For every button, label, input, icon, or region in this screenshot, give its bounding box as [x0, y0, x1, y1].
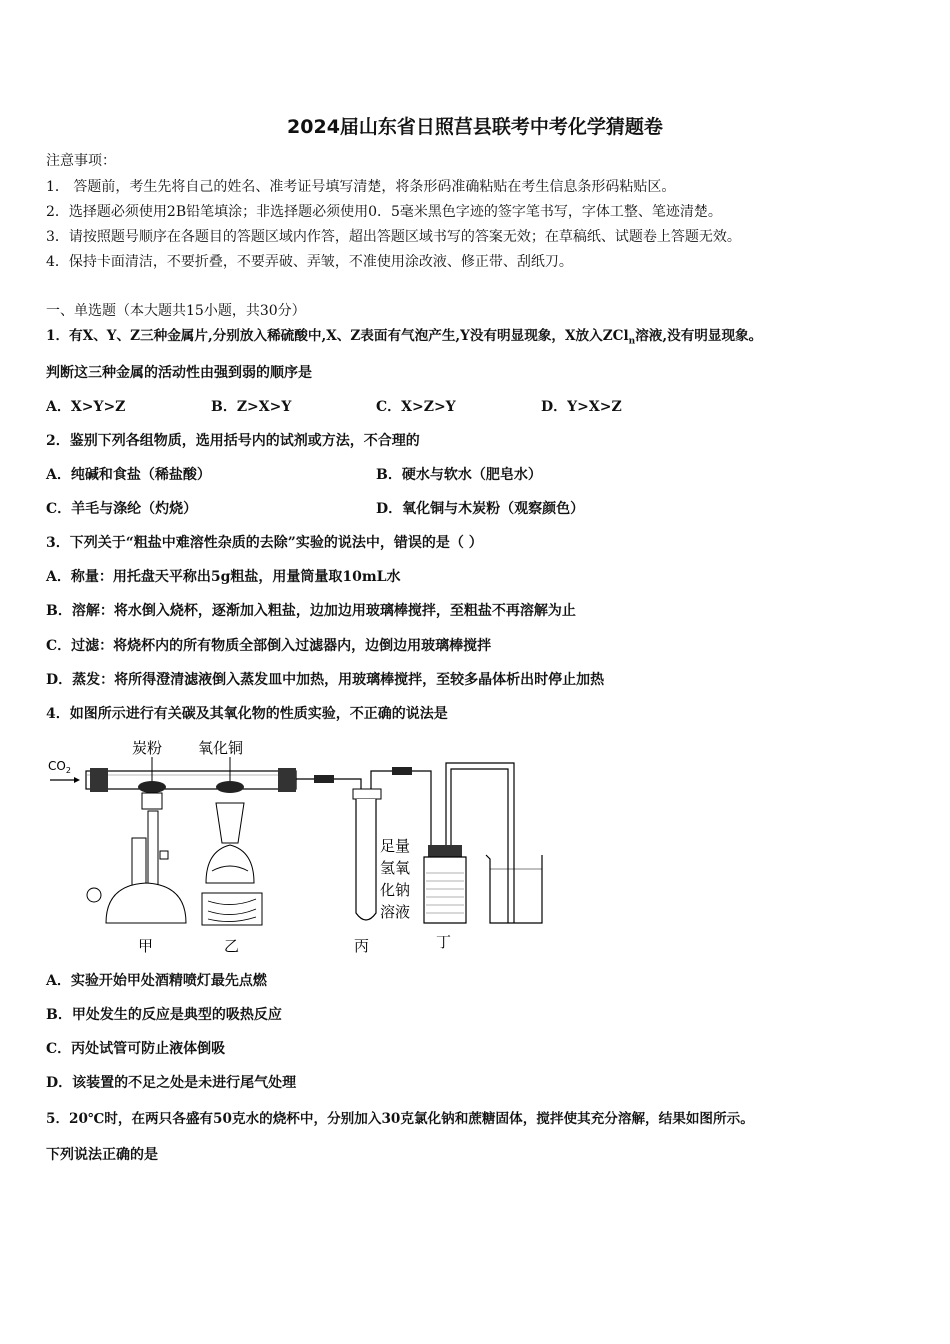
- q1-stem-part: 溶液,没有明显现象。: [635, 328, 763, 344]
- notice-heading: 注意事项：: [46, 153, 116, 169]
- q1-option-b: B．Z>X>Y: [211, 399, 292, 415]
- question-5-stem: 5．20℃时，在两只各盛有50克水的烧杯中，分别加入30克氯化钠和蔗糖固体，搅拌使其充分溶解，结果如图所示。: [46, 1111, 754, 1127]
- carbon-powder: [138, 781, 166, 793]
- question-1-stem-2: 判断这三种金属的活动性由强到弱的顺序是: [46, 365, 312, 381]
- lamp-yi-chimney: [216, 803, 244, 843]
- question-4-stem: 4．如图所示进行有关碳及其氧化物的性质实验，不正确的说法是: [46, 706, 448, 722]
- q2-option-d: D．氧化铜与木炭粉（观察颜色）: [376, 501, 585, 517]
- q1-option-a: A．X>Y>Z: [46, 399, 126, 415]
- q4-option-b: B．甲处发生的反应是典型的吸热反应: [46, 1007, 282, 1023]
- q2-option-a: A．纯碱和食盐（稀盐酸）: [46, 467, 211, 483]
- wooden-block: [202, 893, 262, 925]
- copper-oxide-powder: [216, 781, 244, 793]
- notice-item: 3．请按照题号顺序在各题目的答题区域内作答，超出答题区域书写的答案无效；在草稿纸、试题卷上答题无效。: [46, 229, 741, 245]
- section-heading: 一、单选题（本大题共15小题，共30分）: [46, 303, 306, 319]
- lamp-jia-base: [106, 883, 186, 923]
- co2-text: CO: [48, 759, 66, 773]
- notice-item: 4．保持卡面清洁，不要折叠，不要弄破、弄皱，不准使用涂改液、修正带、刮纸刀。: [46, 254, 573, 270]
- label-jia: 甲: [138, 937, 154, 955]
- arrow-head: [74, 777, 80, 783]
- q2-option-b: B．硬水与软水（肥皂水）: [376, 467, 542, 483]
- left-stopper: [90, 768, 108, 792]
- lamp-jia-head: [142, 793, 162, 809]
- q2-option-c: C．羊毛与涤纶（灼烧）: [46, 501, 198, 517]
- q3-option-d: D．蒸发：将所得澄清滤液倒入蒸发皿中加热，用玻璃棒搅拌，至较多晶体析出时停止加热: [46, 672, 605, 688]
- reaction-tube: [86, 771, 296, 789]
- label-naoh-3: 化钠: [380, 881, 411, 899]
- label-ding: 丁: [436, 933, 452, 951]
- test-tube-bing: [356, 799, 376, 920]
- q1-subscript: n: [628, 336, 636, 347]
- right-stopper: [278, 768, 296, 792]
- experiment-apparatus-figure: [46, 733, 566, 958]
- question-1-stem: [46, 327, 762, 351]
- co2-subscript: 2: [65, 766, 71, 775]
- notice-item: 1． 答题前，考生先将自己的姓名、准考证号填写清楚，将条形码准确粘贴在考生信息条形码粘贴区。: [46, 179, 676, 195]
- question-2-stem: 2．鉴别下列各组物质，选用括号内的试剂或方法，不合理的: [46, 433, 420, 449]
- question-5-stem-2: 下列说法正确的是: [46, 1147, 158, 1163]
- q1-option-d: D．Y>X>Z: [541, 399, 622, 415]
- q4-option-d: D．该装置的不足之处是未进行尾气处理: [46, 1075, 297, 1091]
- page-title: 2024届山东省日照莒县联考中考化学猜题卷: [287, 116, 663, 138]
- q3-option-c: C．过滤：将烧杯内的所有物质全部倒入过滤器内，边倒边用玻璃棒搅拌: [46, 638, 492, 654]
- q4-option-c: C．丙处试管可防止液体倒吸: [46, 1041, 226, 1057]
- q3-option-b: B．溶解：将水倒入烧杯，逐渐加入粗盐，边加边用玻璃棒搅拌，至粗盐不再溶解为止: [46, 603, 576, 619]
- label-co2: [48, 759, 71, 775]
- bottle-ding-stopper: [428, 845, 462, 857]
- question-3-stem: 3．下列关于“粗盐中难溶性杂质的去除”实验的说法中，错误的是（ ）: [46, 535, 483, 551]
- q1-stem-part: 1．有X、Y、Z三种金属片,分别放入稀硫酸中,X、Z表面有气泡产生,Y没有明显现象，X放入ZCl: [46, 328, 629, 344]
- label-naoh-4: 溶液: [380, 903, 411, 921]
- label-yi: 乙: [224, 937, 240, 955]
- label-naoh-2: 氢氧: [380, 859, 411, 877]
- notice-item: 2．选择题必须使用2B铅笔填涂；非选择题必须使用0．5毫米黑色字迹的签字笔书写，字体工整、笔迹清楚。: [46, 204, 722, 220]
- q3-option-a: A．称量：用托盘天平称出5g粗盐，用量筒量取10mL水: [46, 569, 401, 585]
- q4-option-a: A．实验开始甲处酒精喷灯最先点燃: [46, 973, 267, 989]
- label-naoh-1: 足量: [380, 837, 411, 855]
- q1-option-c: C．X>Z>Y: [376, 399, 456, 415]
- label-copper-oxide: 氧化铜: [198, 739, 244, 757]
- lamp-yi-body: [206, 845, 254, 883]
- label-bing: 丙: [354, 937, 370, 955]
- label-carbon-powder: 炭粉: [132, 739, 163, 757]
